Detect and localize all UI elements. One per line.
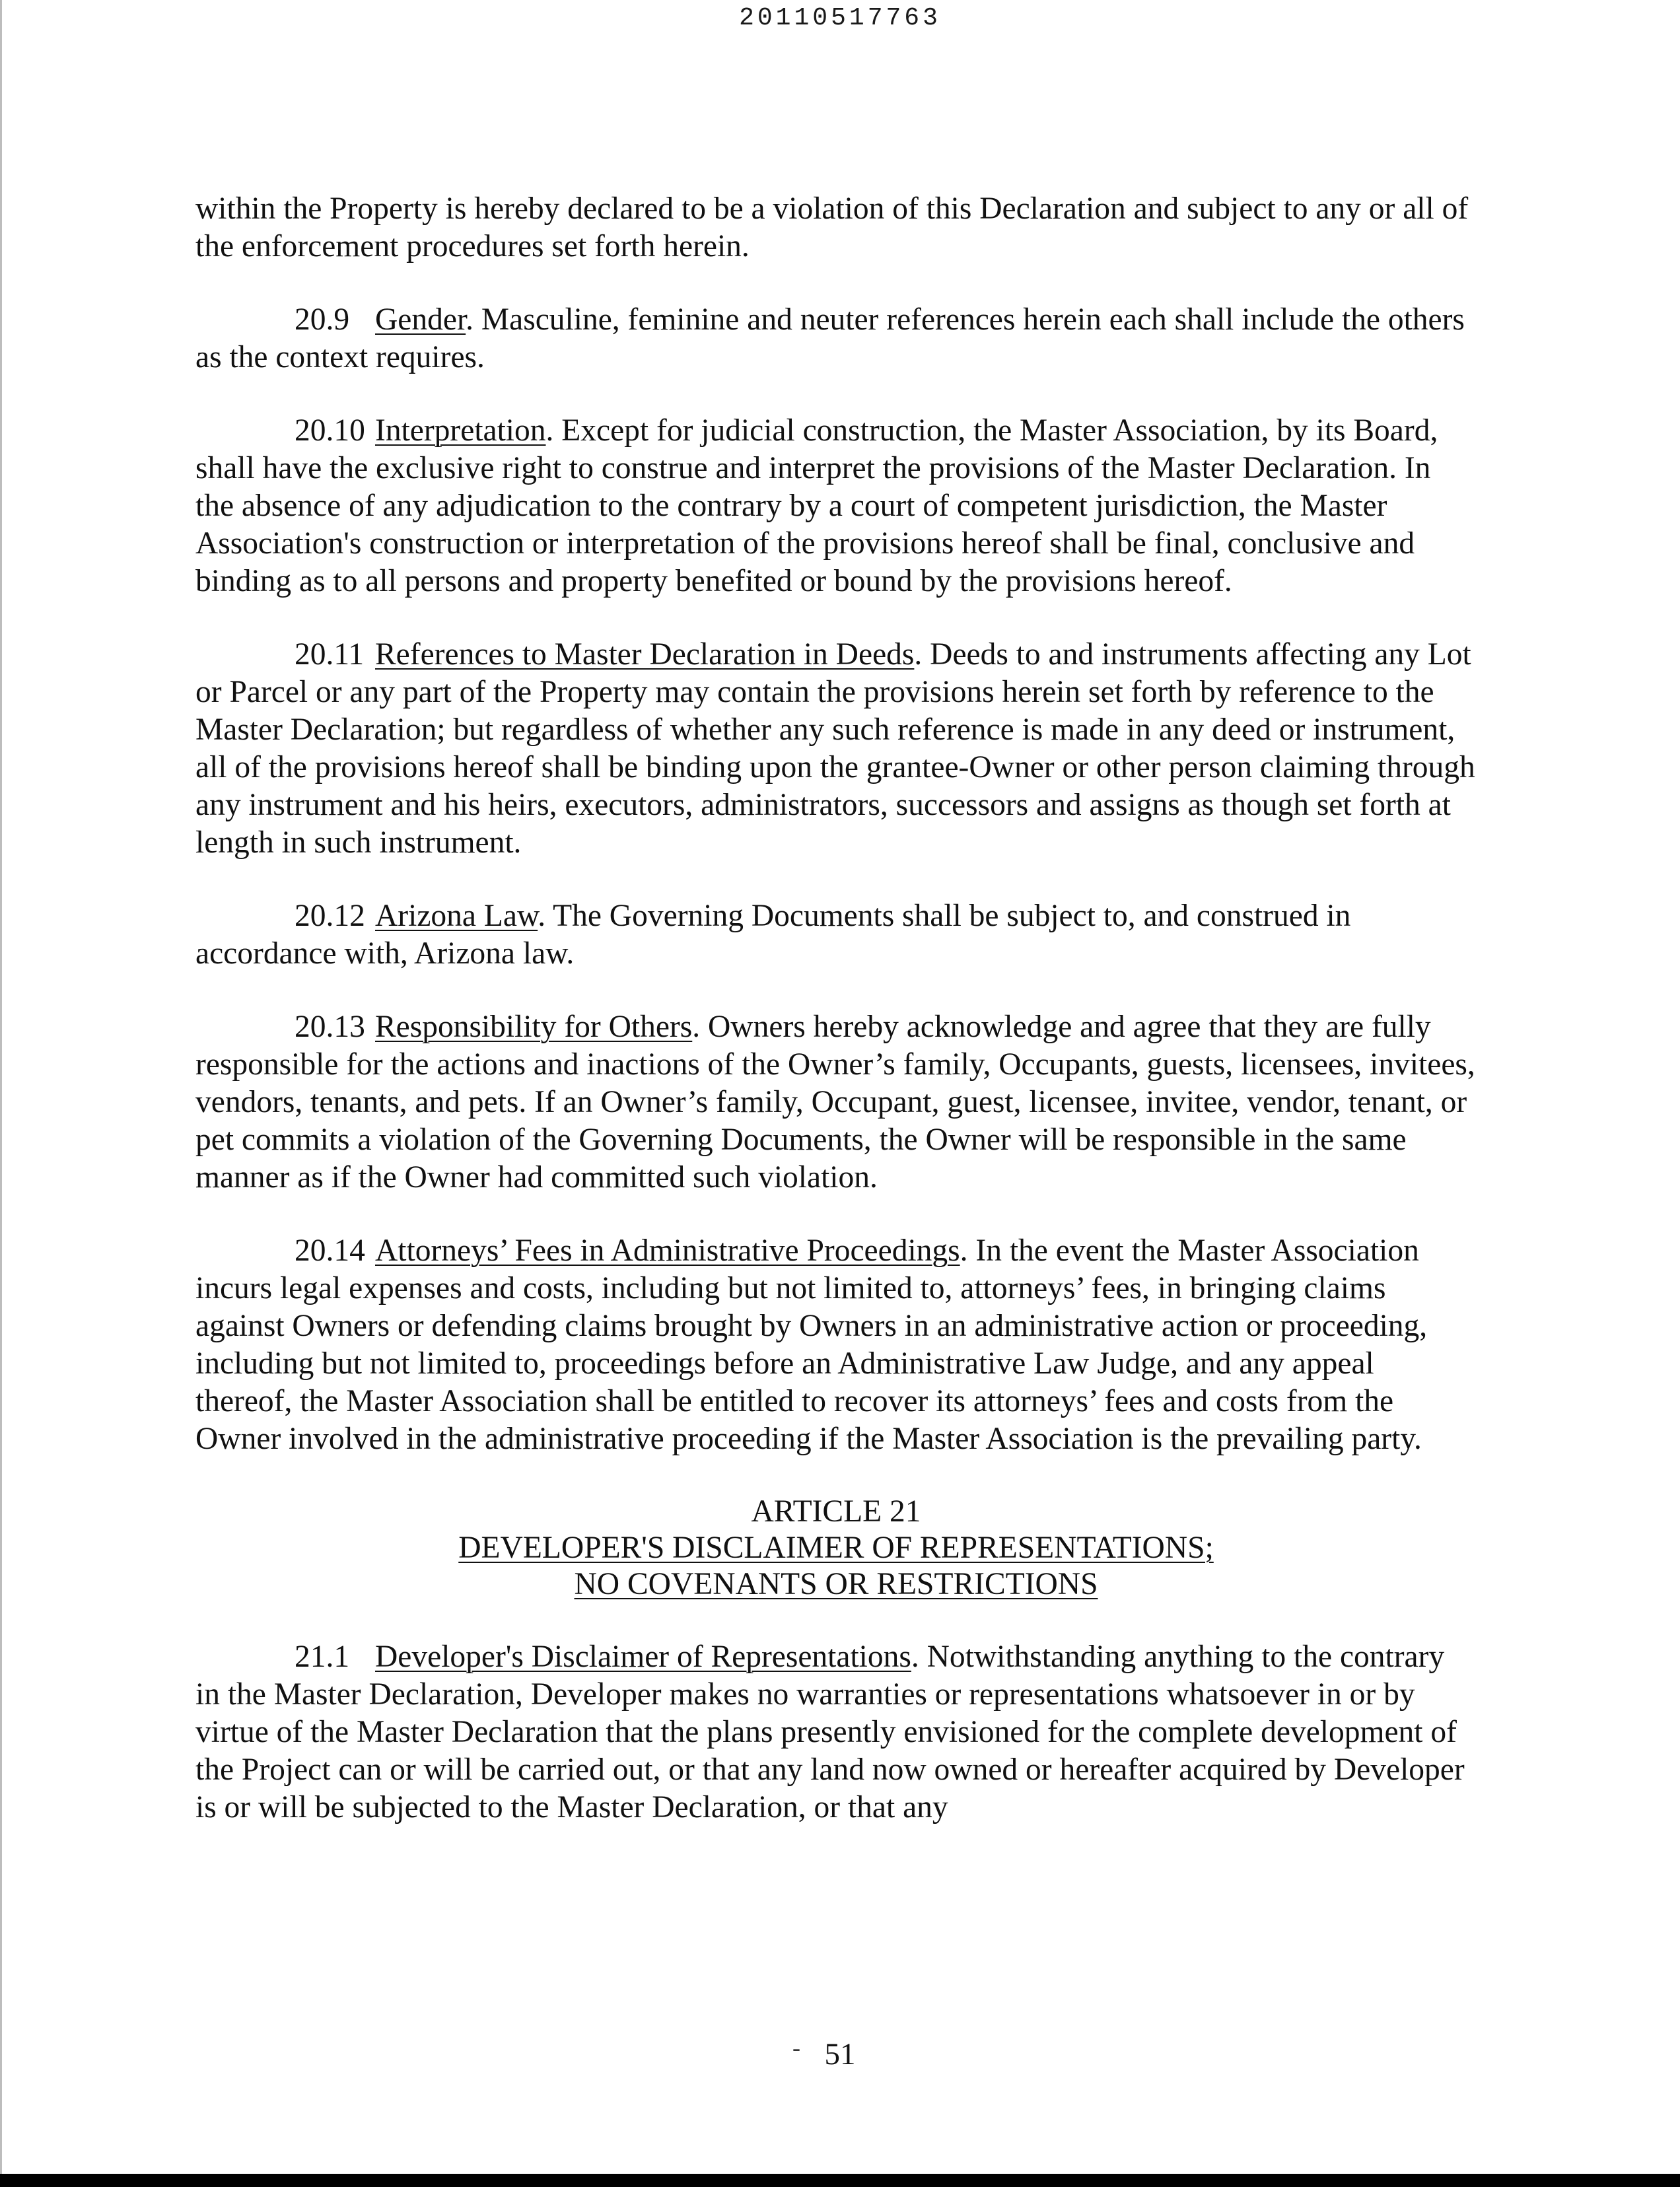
section-20-10 [195, 412, 1477, 600]
page-number-dash: - [792, 2034, 800, 2061]
page-number: 51 [824, 2037, 856, 2071]
section-20-13 [195, 1008, 1477, 1197]
document-body [195, 190, 1477, 1862]
section-number: 20.14 [295, 1233, 365, 1268]
section-body: . Masculine, feminine and neuter references herein each shall include the others as the context requires. [195, 302, 1465, 374]
section-number: 21.1 [295, 1640, 350, 1674]
section-20-14 [195, 1232, 1477, 1458]
section-number: 20.11 [295, 637, 365, 672]
article-title-line-2: NO COVENANTS OR RESTRICTIONS [574, 1567, 1098, 1601]
section-20-9 [195, 301, 1477, 376]
section-number: 20.13 [295, 1010, 365, 1044]
section-title: Developer's Disclaimer of Representations [375, 1640, 911, 1674]
section-body: . In the event the Master Association incurs legal expenses and costs, including but not limited to, attorneys’ fees, in bringing claims against Owners or defending claims brought by Owners in an administrative action or proceeding, including but not limited to, proceedings before an Administrative Law Judge, and any appeal thereof, the Master Association shall be entitled to recover its attorneys’ fees and costs from the Owner involved in the administrative proceeding if the Master Association is the prevailing party. [195, 1233, 1428, 1456]
section-title: Responsibility for Others [375, 1010, 693, 1044]
section-title: Attorneys’ Fees in Administrative Proceedings [375, 1233, 960, 1268]
article-heading [195, 1494, 1477, 1603]
document-recording-number: 20110517763 [739, 4, 941, 32]
section-body: . Except for judicial construction, the Master Association, by its Board, shall have the exclusive right to construe and interpret the provisions of the Master Declaration. In the absence of any adjudication to the contrary by a court of competent jurisdiction, the Master Association's construction or interpretation of the provisions hereof shall be final, conclusive and binding as to all persons and property benefited or bound by the provisions hereof. [195, 413, 1438, 598]
section-body: . The Governing Documents shall be subject to, and construed in accordance with, Arizona law. [195, 899, 1351, 971]
article-title-line-1: DEVELOPER'S DISCLAIMER OF REPRESENTATIONS; [458, 1531, 1214, 1565]
scan-bottom-border [0, 2174, 1680, 2187]
section-21-1 [195, 1638, 1477, 1826]
article-number: ARTICLE 21 [751, 1494, 921, 1529]
scan-left-edge [0, 0, 2, 2174]
section-title: References to Master Declaration in Deeds [375, 637, 915, 672]
section-number: 20.10 [295, 413, 365, 448]
section-title: Arizona Law [375, 899, 538, 933]
section-body: . Notwithstanding anything to the contrary in the Master Declaration, Developer makes no warranties or representations whatsoever in or by virtue of the Master Declaration that the plans presently envisioned for the complete development of the Project can or will be carried out, or that any land now owned or hereafter acquired by Developer is or will be subjected to the Master Declaration, or that any [195, 1640, 1465, 1824]
section-number: 20.9 [295, 302, 350, 337]
section-title: Interpretation [375, 413, 546, 448]
section-title: Gender [375, 302, 466, 337]
intro-paragraph: within the Property is hereby declared to be a violation of this Declaration and subject to any or all of the enforcement procedures set forth herein. [195, 191, 1469, 263]
section-20-12 [195, 897, 1477, 973]
section-body: . Owners hereby acknowledge and agree that they are fully responsible for the actions and inactions of the Owner’s family, Occupants, guests, licensees, invitees, vendors, tenants, and pets. If an Owner’s family, Occupant, guest, licensee, invitee, vendor, tenant, or pet commits a violation of the Governing Documents, the Owner will be responsible in the same manner as if the Owner had committed such violation. [195, 1010, 1475, 1195]
section-20-11 [195, 636, 1477, 862]
section-body: . Deeds to and instruments affecting any Lot or Parcel or any part of the Property may contain the provisions herein set forth by reference to the Master Declaration; but regardless of whether any such reference is made in any deed or instrument, all of the provisions hereof shall be binding upon the grantee-Owner or other person claiming through any instrument and his heirs, executors, administrators, successors and assigns as though set forth at length in such instrument. [195, 637, 1475, 860]
section-number: 20.12 [295, 899, 365, 933]
